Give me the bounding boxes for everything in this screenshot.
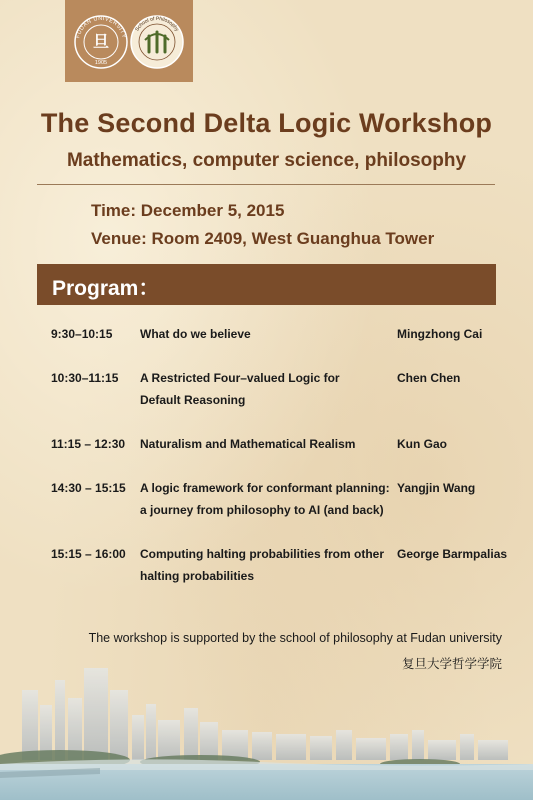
- program-heading: Program：: [52, 277, 160, 300]
- fudan-seal-icon: [75, 16, 127, 68]
- session-title: Naturalism and Mathematical Realism: [140, 437, 356, 451]
- philosophy-seal-text: School of Philosophy: [134, 15, 180, 33]
- svg-text:旦: 旦: [92, 32, 110, 51]
- session-speaker: George Barmpalias: [397, 547, 508, 561]
- session-time: 9:30–10:15: [51, 327, 113, 341]
- session-title: Computing halting probabilities from other halting probabilities: [140, 547, 384, 583]
- fudan-seal-text: FUDAN UNIVERSITY: [75, 15, 127, 40]
- session-time: 14:30 – 15:15: [51, 481, 126, 495]
- session-title: A Restricted Four–valued Logic for Default Reasoning: [140, 371, 340, 407]
- support-note: The workshop is supported by the school of philosophy at Fudan university: [88, 631, 502, 645]
- session-time: 10:30–11:15: [51, 371, 119, 385]
- event-time: Time: December 5, 2015: [91, 201, 285, 220]
- session-time: 15:15 – 16:00: [51, 547, 126, 561]
- logo-block: [65, 0, 193, 82]
- workshop-subtitle: Mathematics, computer science, philosophy: [66, 150, 467, 171]
- session-speaker: Chen Chen: [397, 371, 461, 385]
- university-logos: [65, 0, 193, 82]
- fudan-year: 1905: [94, 60, 108, 66]
- workshop-title: The Second Delta Logic Workshop: [40, 108, 493, 138]
- session-speaker: Mingzhong Cai: [397, 327, 483, 341]
- session-speaker: Yangjin Wang: [397, 481, 476, 495]
- city-skyline-image: [0, 660, 533, 800]
- event-venue: Venue: Room 2409, West Guanghua Tower: [91, 229, 435, 248]
- philosophy-seal-icon: [131, 16, 183, 68]
- session-title: A logic framework for conformant planning: a journey from philosophy to AI (and back): [140, 481, 390, 517]
- school-name-chinese: 复旦大学哲学学院: [401, 657, 502, 671]
- session-time: 11:15 – 12:30: [51, 437, 126, 451]
- session-title: What do we believe: [140, 327, 251, 341]
- session-speaker: Kun Gao: [397, 437, 447, 451]
- divider: [37, 184, 495, 185]
- program-heading-bar: [37, 264, 496, 305]
